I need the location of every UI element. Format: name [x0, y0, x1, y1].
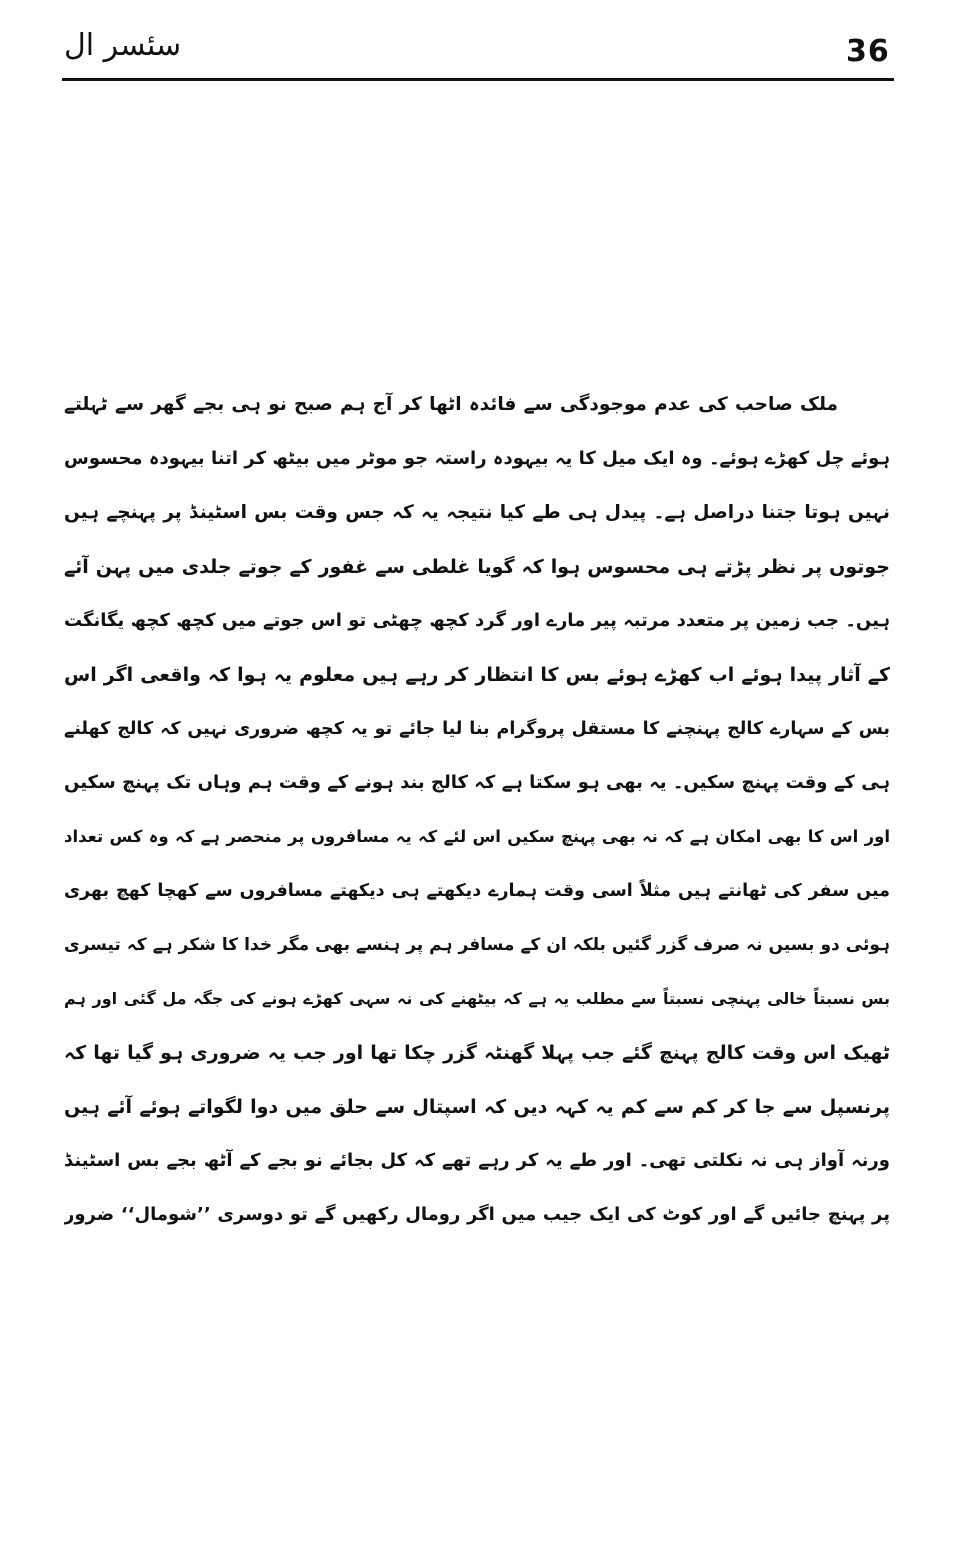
- text-line: ہی کے وقت پہنچ سکیں۔ یہ بھی ہو سکتا ہے کہ کالج بند ہونے کے وقت ہم وہاں تک پہنچ سکیں: [64, 772, 890, 793]
- text-line: ٹھیک اس وقت کالج پہنچ گئے جب پہلا گھنٹہ گزر چکا تھا اور جب یہ ضروری ہو گیا تھا کہ: [64, 1042, 890, 1064]
- text-line: میں سفر کی ٹھانتے ہیں مثلاً اسی وقت ہمارے دیکھتے ہی دیکھتے مسافروں سے کھچا کھچ بھری: [64, 881, 890, 901]
- text-line: جوتوں پر نظر پڑتے ہی محسوس ہوا کہ گویا غلطی سے غفور کے جوتے جلدی میں پہن آئے: [64, 556, 890, 578]
- text-line: ہوئی دو بسیں نہ صرف گزر گئیں بلکہ ان کے مسافر ہم پر ہنسے بھی مگر خدا کا شکر ہے کہ تیسری: [64, 935, 890, 955]
- text-line: نہیں ہوتا جتنا دراصل ہے۔ پیدل ہی طے کیا نتیجہ یہ کہ جس وقت بس اسٹینڈ پر پہنچے ہیں: [64, 502, 890, 523]
- text-line: پر پہنچ جائیں گے اور کوٹ کی ایک جیب میں اگر رومال رکھیں گے تو دوسری ’’شومال‘‘ ضرور: [64, 1204, 890, 1225]
- text-line: کے آثار پیدا ہوئے اب کھڑے ہوئے بس کا انتظار کر رہے ہیں معلوم یہ ہوا کہ واقعی اگر اس: [64, 664, 890, 686]
- text-line: ورنہ آواز ہی نہ نکلتی تھی۔ اور طے یہ کر رہے تھے کہ کل بجائے نو بجے کے آٹھ بجے بس اسٹینڈ: [64, 1150, 890, 1171]
- page-header: [62, 28, 894, 82]
- running-title: سئسر ال: [64, 28, 182, 63]
- text-line: ہیں۔ جب زمین پر متعدد مرتبہ پیر مارے اور گرد کچھ چھٹی تو اس جوتے میں کچھ کچھ یگانگت: [64, 610, 890, 631]
- text-line: ملک صاحب کی عدم موجودگی سے فائدہ اٹھا کر آج ہم صبح نو ہی بجے گھر سے ٹہلتے: [64, 394, 838, 415]
- text-line: بس نسبتاً خالی پہنچی نسبتاً سے مطلب یہ ہے کہ بیٹھنے کی نہ سہی کھڑے ہونے کی جگہ مل گئی اور ہم: [64, 989, 890, 1008]
- text-line: پرنسپل سے جا کر کم سے کم یہ کہہ دیں کہ اسپتال سے حلق میں دوا لگواتے ہوئے آئے ہیں: [64, 1096, 890, 1118]
- text-line: ہوئے چل کھڑے ہوئے۔ وہ ایک میل کا یہ بیہودہ راستہ جو موٹر میں بیٹھ کر اتنا بیہودہ محسوس: [64, 448, 890, 469]
- text-line: بس کے سہارے کالج پہنچنے کا مستقل پروگرام بنا لیا جائے تو یہ کچھ ضروری نہیں کہ کالج کھلنے: [64, 719, 890, 739]
- header-rule: [62, 78, 894, 81]
- page-number: 36: [846, 34, 890, 69]
- text-line: اور اس کا بھی امکان ہے کہ نہ بھی پہنچ سکیں اس لئے کہ یہ مسافروں پر منحصر ہے کہ وہ کس تعداد: [64, 827, 890, 846]
- body-paragraph: [64, 378, 890, 1242]
